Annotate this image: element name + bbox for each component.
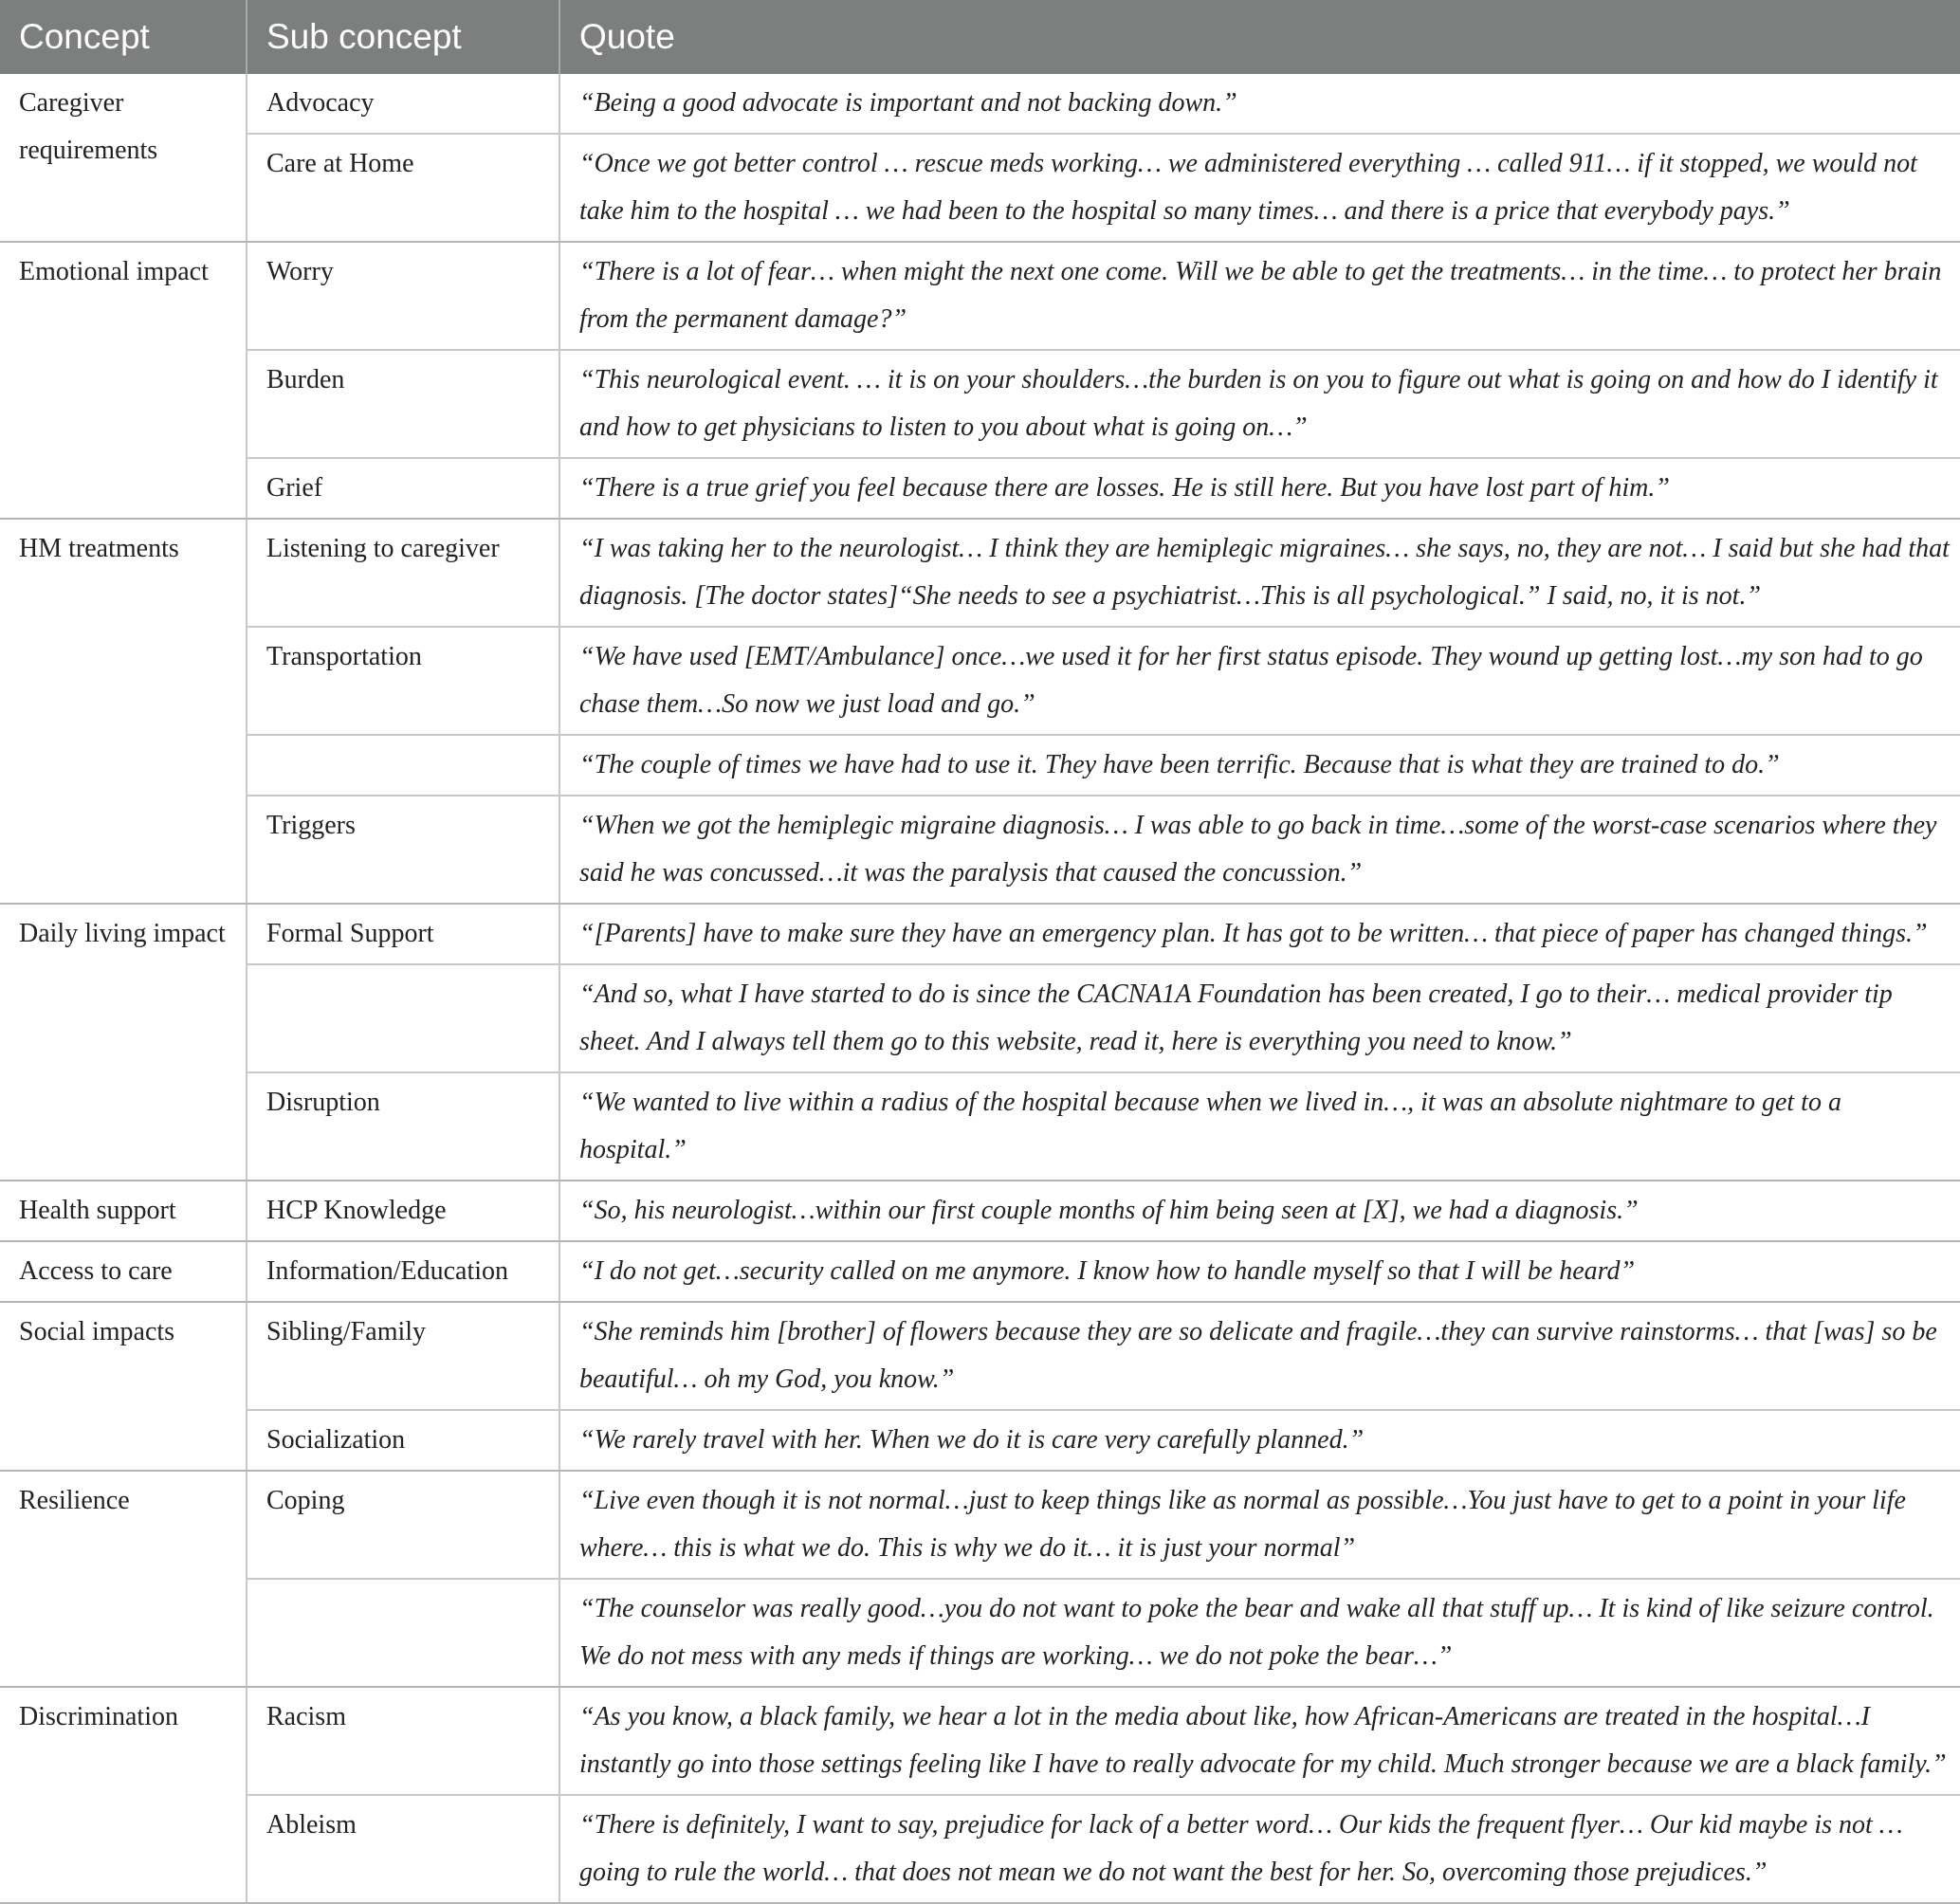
header-concept: Concept (0, 0, 247, 74)
concept-cell: HM treatments (0, 519, 247, 904)
concept-cell: Access to care (0, 1241, 247, 1302)
quote-cell: “I was taking her to the neurologist… I think they are hemiplegic migraines… she says, no, they are not… I said but she had that diagnosis. [The doctor states]“She needs to see a psychiatrist…This is all psychological.” I said, no, it is not.” (559, 519, 1960, 627)
sub-concept-cell: Disruption (247, 1072, 559, 1181)
sub-concept-cell: Worry (247, 242, 559, 350)
sub-concept-cell: Coping (247, 1471, 559, 1579)
table-row (0, 1471, 1960, 1579)
concept-cell: Caregiver requirements (0, 74, 247, 242)
quote-cell: “There is definitely, I want to say, prejudice for lack of a better word… Our kids the frequent flyer… Our kid maybe is not … going to rule the world… that does not mean we do not want the best for her. So, overcoming those prejudices.” (559, 1795, 1960, 1903)
sub-concept-cell: HCP Knowledge (247, 1181, 559, 1241)
table-row (0, 519, 1960, 627)
concept-cell: Health support (0, 1181, 247, 1241)
table-row (0, 350, 1960, 458)
table-row (0, 735, 1960, 796)
sub-concept-cell: Racism (247, 1687, 559, 1795)
table-row (0, 904, 1960, 964)
sub-concept-cell: Triggers (247, 796, 559, 904)
sub-concept-cell (247, 1579, 559, 1687)
table-row (0, 1410, 1960, 1471)
sub-concept-cell: Listening to caregiver (247, 519, 559, 627)
concept-cell: Discrimination (0, 1687, 247, 1903)
quote-cell: “This neurological event. … it is on your shoulders…the burden is on you to figure out what is going on and how do I identify it and how to get physicians to listen to you about what is going on…” (559, 350, 1960, 458)
concept-cell: Emotional impact (0, 242, 247, 519)
concept-cell: Social impacts (0, 1302, 247, 1471)
table-row (0, 1181, 1960, 1241)
header-row (0, 0, 1960, 74)
quote-cell: “[Parents] have to make sure they have an emergency plan. It has got to be written… that piece of paper has changed things.” (559, 904, 1960, 964)
quote-cell: “I do not get…security called on me anymore. I know how to handle myself so that I will be heard” (559, 1241, 1960, 1302)
quote-cell: “We have used [EMT/Ambulance] once…we used it for her first status episode. They wound up getting lost…my son had to go chase them…So now we just load and go.” (559, 627, 1960, 735)
quote-cell: “There is a true grief you feel because there are losses. He is still here. But you have lost part of him.” (559, 458, 1960, 519)
concept-cell: Daily living impact (0, 904, 247, 1181)
sub-concept-cell (247, 964, 559, 1072)
sub-concept-cell: Socialization (247, 1410, 559, 1471)
table-row (0, 964, 1960, 1072)
quote-cell: “There is a lot of fear… when might the next one come. Will we be able to get the treatments… in the time… to protect her brain from the permanent damage?” (559, 242, 1960, 350)
quote-cell: “As you know, a black family, we hear a lot in the media about like, how African-Americans are treated in the hospital…I instantly go into those settings feeling like I have to really advocate for my child. Much stronger because we are a black family.” (559, 1687, 1960, 1795)
table-row (0, 74, 1960, 134)
quote-cell: “We wanted to live within a radius of the hospital because when we lived in…, it was an absolute nightmare to get to a hospital.” (559, 1072, 1960, 1181)
table-row (0, 1687, 1960, 1795)
table-row (0, 1302, 1960, 1410)
table-row (0, 1579, 1960, 1687)
quote-cell: “When we got the hemiplegic migraine diagnosis… I was able to go back in time…some of the worst-case scenarios where they said he was concussed…it was the paralysis that caused the concussion.” (559, 796, 1960, 904)
sub-concept-cell: Transportation (247, 627, 559, 735)
sub-concept-cell: Sibling/Family (247, 1302, 559, 1410)
table-row (0, 796, 1960, 904)
sub-concept-cell: Care at Home (247, 134, 559, 242)
sub-concept-cell: Advocacy (247, 74, 559, 134)
table-row (0, 1072, 1960, 1181)
table-header (0, 0, 1960, 74)
concept-cell: Resilience (0, 1471, 247, 1687)
quote-cell: “Live even though it is not normal…just to keep things like as normal as possible…You just have to get to a point in your life where… this is what we do. This is why we do it… it is just your normal” (559, 1471, 1960, 1579)
table-row (0, 458, 1960, 519)
sub-concept-cell: Ableism (247, 1795, 559, 1903)
sub-concept-cell: Grief (247, 458, 559, 519)
quote-cell: “She reminds him [brother] of flowers because they are so delicate and fragile…they can survive rainstorms… that [was] so be beautiful… oh my God, you know.” (559, 1302, 1960, 1410)
quote-cell: “We rarely travel with her. When we do it is care very carefully planned.” (559, 1410, 1960, 1471)
header-quote: Quote (559, 0, 1960, 74)
quote-cell: “So, his neurologist…within our first couple months of him being seen at [X], we had a diagnosis.” (559, 1181, 1960, 1241)
table-row (0, 1241, 1960, 1302)
sub-concept-cell: Burden (247, 350, 559, 458)
quote-cell: “Being a good advocate is important and not backing down.” (559, 74, 1960, 134)
quote-cell: “Once we got better control … rescue meds working… we administered everything … called 911… if it stopped, we would not take him to the hospital … we had been to the hospital so many times… and there is a price that everybody pays.” (559, 134, 1960, 242)
sub-concept-cell: Formal Support (247, 904, 559, 964)
table-row (0, 134, 1960, 242)
table-row (0, 627, 1960, 735)
sub-concept-cell (247, 735, 559, 796)
table-body (0, 74, 1960, 1903)
sub-concept-cell: Information/Education (247, 1241, 559, 1302)
quote-cell: “And so, what I have started to do is since the CACNA1A Foundation has been created, I go to their… medical provider tip sheet. And I always tell them go to this website, read it, here is everything you need to know.” (559, 964, 1960, 1072)
quote-cell: “The counselor was really good…you do not want to poke the bear and wake all that stuff up… It is kind of like seizure control. We do not mess with any meds if things are working… we do not poke the bear…” (559, 1579, 1960, 1687)
table-row (0, 242, 1960, 350)
table-row (0, 1795, 1960, 1903)
quote-cell: “The couple of times we have had to use it. They have been terrific. Because that is what they are trained to do.” (559, 735, 1960, 796)
header-sub-concept: Sub concept (247, 0, 559, 74)
